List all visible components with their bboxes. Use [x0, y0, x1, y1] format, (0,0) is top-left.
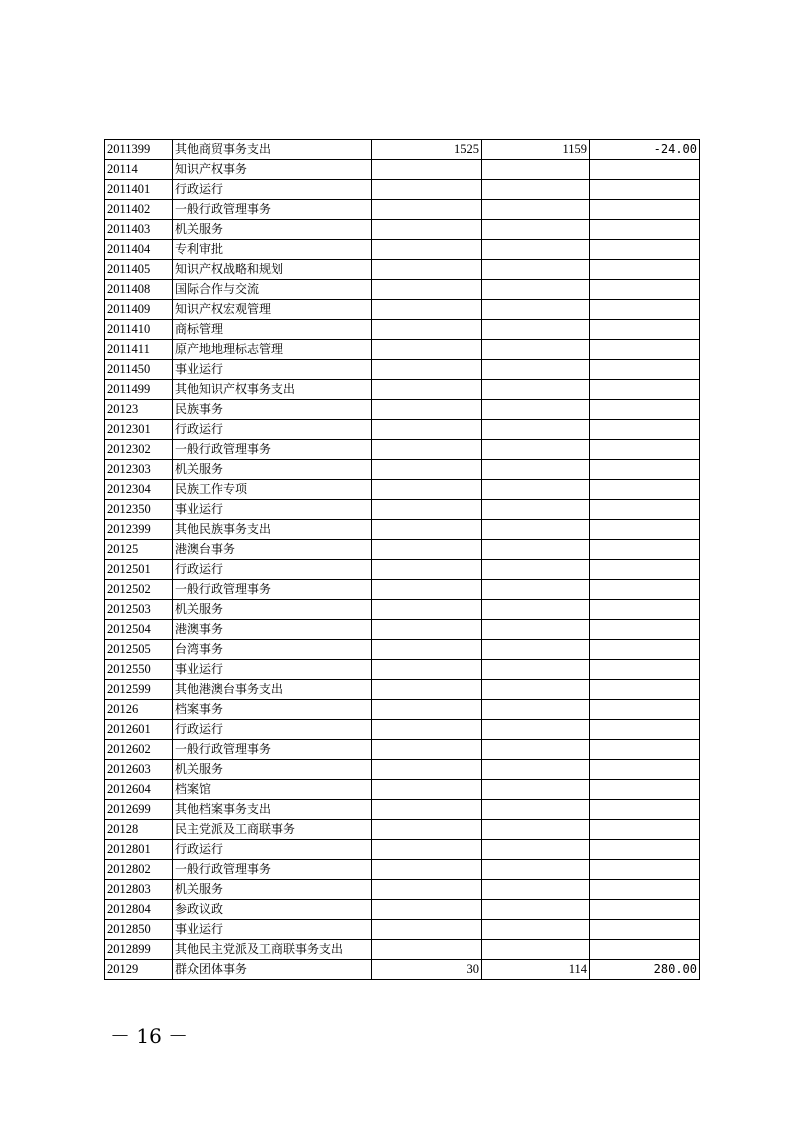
cell-value-1: [372, 760, 482, 780]
table-row: [105, 860, 700, 880]
cell-value-1: [372, 400, 482, 420]
cell-name: 事业运行: [173, 360, 372, 380]
cell-value-2: [482, 480, 590, 500]
cell-name: 群众团体事务: [173, 960, 372, 980]
table-row: [105, 840, 700, 860]
cell-value-2: [482, 240, 590, 260]
table-row: [105, 940, 700, 960]
cell-value-1: [372, 620, 482, 640]
table-row: [105, 500, 700, 520]
cell-code: 20128: [105, 820, 173, 840]
cell-value-3: [590, 180, 700, 200]
cell-value-1: [372, 540, 482, 560]
cell-value-2: [482, 160, 590, 180]
cell-value-2: [482, 660, 590, 680]
cell-code: 2012502: [105, 580, 173, 600]
cell-value-3: [590, 740, 700, 760]
cell-value-1: [372, 480, 482, 500]
table-row: [105, 220, 700, 240]
table-row: [105, 520, 700, 540]
cell-value-2: [482, 900, 590, 920]
cell-value-2: [482, 800, 590, 820]
cell-code: 2012503: [105, 600, 173, 620]
cell-value-3: [590, 940, 700, 960]
cell-code: 2011410: [105, 320, 173, 340]
budget-table: [104, 139, 700, 980]
cell-value-3: [590, 400, 700, 420]
cell-code: 2011401: [105, 180, 173, 200]
cell-value-1: [372, 520, 482, 540]
cell-value-3: [590, 160, 700, 180]
cell-value-3: [590, 320, 700, 340]
cell-value-2: [482, 820, 590, 840]
cell-code: 2012803: [105, 880, 173, 900]
cell-value-2: [482, 420, 590, 440]
cell-value-2: 114: [482, 960, 590, 980]
table-row: [105, 720, 700, 740]
cell-name: 台湾事务: [173, 640, 372, 660]
cell-code: 2012550: [105, 660, 173, 680]
cell-code: 2011404: [105, 240, 173, 260]
cell-value-2: [482, 320, 590, 340]
cell-name: 其他档案事务支出: [173, 800, 372, 820]
table-row: [105, 680, 700, 700]
table-row: [105, 880, 700, 900]
cell-value-2: [482, 460, 590, 480]
cell-value-2: [482, 840, 590, 860]
cell-value-1: [372, 500, 482, 520]
cell-code: 2012801: [105, 840, 173, 860]
cell-value-3: 280.00: [590, 960, 700, 980]
cell-name: 国际合作与交流: [173, 280, 372, 300]
table-row: [105, 780, 700, 800]
cell-value-3: [590, 580, 700, 600]
cell-value-2: 1159: [482, 140, 590, 160]
cell-value-2: [482, 200, 590, 220]
cell-value-3: [590, 280, 700, 300]
cell-name: 行政运行: [173, 180, 372, 200]
cell-name: 事业运行: [173, 500, 372, 520]
cell-name: 一般行政管理事务: [173, 860, 372, 880]
cell-code: 2012301: [105, 420, 173, 440]
cell-value-2: [482, 740, 590, 760]
cell-value-3: [590, 600, 700, 620]
cell-value-1: [372, 380, 482, 400]
cell-code: 2012505: [105, 640, 173, 660]
cell-value-2: [482, 860, 590, 880]
cell-value-3: [590, 800, 700, 820]
cell-value-2: [482, 300, 590, 320]
cell-value-3: [590, 900, 700, 920]
cell-value-1: [372, 900, 482, 920]
table-row: [105, 420, 700, 440]
cell-code: 2012304: [105, 480, 173, 500]
cell-name: 行政运行: [173, 560, 372, 580]
cell-code: 2012802: [105, 860, 173, 880]
cell-name: 其他民主党派及工商联事务支出: [173, 940, 372, 960]
cell-value-1: [372, 880, 482, 900]
cell-name: 民族工作专项: [173, 480, 372, 500]
cell-code: 2012602: [105, 740, 173, 760]
cell-value-3: [590, 500, 700, 520]
cell-value-3: [590, 620, 700, 640]
cell-code: 2012899: [105, 940, 173, 960]
cell-name: 机关服务: [173, 760, 372, 780]
cell-value-1: 30: [372, 960, 482, 980]
cell-code: 2012804: [105, 900, 173, 920]
cell-code: 2011399: [105, 140, 173, 160]
cell-value-1: [372, 840, 482, 860]
cell-value-3: [590, 380, 700, 400]
cell-value-2: [482, 400, 590, 420]
cell-value-1: 1525: [372, 140, 482, 160]
table-row: [105, 280, 700, 300]
cell-value-3: [590, 340, 700, 360]
cell-value-1: [372, 460, 482, 480]
cell-name: 知识产权战略和规划: [173, 260, 372, 280]
cell-value-1: [372, 920, 482, 940]
cell-name: 港澳台事务: [173, 540, 372, 560]
cell-value-2: [482, 500, 590, 520]
cell-value-3: [590, 260, 700, 280]
cell-value-2: [482, 540, 590, 560]
cell-code: 20125: [105, 540, 173, 560]
cell-code: 2011403: [105, 220, 173, 240]
cell-code: 2011499: [105, 380, 173, 400]
cell-code: 2011411: [105, 340, 173, 360]
cell-value-2: [482, 560, 590, 580]
cell-code: 2011409: [105, 300, 173, 320]
cell-name: 一般行政管理事务: [173, 440, 372, 460]
cell-name: 其他商贸事务支出: [173, 140, 372, 160]
cell-value-3: [590, 420, 700, 440]
cell-value-3: [590, 760, 700, 780]
cell-code: 20114: [105, 160, 173, 180]
cell-value-2: [482, 880, 590, 900]
cell-value-2: [482, 260, 590, 280]
cell-value-1: [372, 740, 482, 760]
table-row: [105, 440, 700, 460]
cell-code: 20126: [105, 700, 173, 720]
cell-name: 民主党派及工商联事务: [173, 820, 372, 840]
cell-code: 2012850: [105, 920, 173, 940]
cell-value-1: [372, 820, 482, 840]
table-row: [105, 580, 700, 600]
cell-value-2: [482, 520, 590, 540]
cell-value-1: [372, 860, 482, 880]
cell-value-3: [590, 640, 700, 660]
cell-value-3: [590, 440, 700, 460]
table-row: [105, 760, 700, 780]
table-row: [105, 240, 700, 260]
cell-value-3: [590, 920, 700, 940]
cell-value-2: [482, 620, 590, 640]
cell-value-1: [372, 560, 482, 580]
table-row: [105, 480, 700, 500]
cell-value-2: [482, 580, 590, 600]
cell-value-3: [590, 680, 700, 700]
cell-name: 事业运行: [173, 660, 372, 680]
cell-code: 2012599: [105, 680, 173, 700]
table-row: [105, 140, 700, 160]
cell-name: 专利审批: [173, 240, 372, 260]
cell-code: 2012601: [105, 720, 173, 740]
cell-name: 行政运行: [173, 420, 372, 440]
cell-value-2: [482, 600, 590, 620]
cell-name: 参政议政: [173, 900, 372, 920]
cell-code: 2012399: [105, 520, 173, 540]
table-row: [105, 300, 700, 320]
cell-name: 一般行政管理事务: [173, 200, 372, 220]
cell-value-2: [482, 920, 590, 940]
cell-name: 机关服务: [173, 600, 372, 620]
cell-code: 2012604: [105, 780, 173, 800]
cell-value-1: [372, 260, 482, 280]
cell-name: 原产地地理标志管理: [173, 340, 372, 360]
cell-value-2: [482, 700, 590, 720]
cell-value-3: [590, 480, 700, 500]
cell-name: 机关服务: [173, 220, 372, 240]
cell-value-3: [590, 520, 700, 540]
cell-value-2: [482, 680, 590, 700]
cell-value-2: [482, 940, 590, 960]
table-body: [105, 140, 700, 980]
cell-value-1: [372, 700, 482, 720]
table-row: [105, 660, 700, 680]
table-row: [105, 260, 700, 280]
cell-value-1: [372, 600, 482, 620]
cell-name: 一般行政管理事务: [173, 740, 372, 760]
cell-name: 档案事务: [173, 700, 372, 720]
page-number: － 16 －: [110, 1024, 189, 1048]
cell-value-3: [590, 540, 700, 560]
cell-value-3: [590, 200, 700, 220]
cell-name: 机关服务: [173, 880, 372, 900]
cell-name: 港澳事务: [173, 620, 372, 640]
cell-value-2: [482, 180, 590, 200]
table-row: [105, 960, 700, 980]
cell-name: 机关服务: [173, 460, 372, 480]
cell-name: 民族事务: [173, 400, 372, 420]
cell-value-1: [372, 940, 482, 960]
cell-value-2: [482, 780, 590, 800]
cell-code: 20123: [105, 400, 173, 420]
cell-name: 档案馆: [173, 780, 372, 800]
cell-value-1: [372, 160, 482, 180]
cell-value-3: [590, 360, 700, 380]
cell-value-2: [482, 440, 590, 460]
cell-value-1: [372, 180, 482, 200]
cell-code: 2012501: [105, 560, 173, 580]
cell-value-3: [590, 300, 700, 320]
cell-value-1: [372, 280, 482, 300]
cell-value-2: [482, 760, 590, 780]
cell-value-3: [590, 820, 700, 840]
table-row: [105, 560, 700, 580]
table-row: [105, 920, 700, 940]
cell-code: 2012350: [105, 500, 173, 520]
cell-value-2: [482, 720, 590, 740]
table-row: [105, 540, 700, 560]
cell-code: 2011408: [105, 280, 173, 300]
table-row: [105, 180, 700, 200]
table-row: [105, 600, 700, 620]
cell-value-1: [372, 780, 482, 800]
cell-name: 其他港澳台事务支出: [173, 680, 372, 700]
cell-value-3: -24.00: [590, 140, 700, 160]
cell-name: 行政运行: [173, 720, 372, 740]
table-row: [105, 740, 700, 760]
cell-name: 行政运行: [173, 840, 372, 860]
cell-value-3: [590, 660, 700, 680]
cell-value-1: [372, 640, 482, 660]
cell-code: 2012302: [105, 440, 173, 460]
cell-name: 其他知识产权事务支出: [173, 380, 372, 400]
table-row: [105, 700, 700, 720]
cell-value-1: [372, 660, 482, 680]
cell-code: 2011402: [105, 200, 173, 220]
table-row: [105, 820, 700, 840]
cell-value-2: [482, 380, 590, 400]
table-row: [105, 460, 700, 480]
cell-value-3: [590, 780, 700, 800]
cell-value-1: [372, 440, 482, 460]
cell-value-2: [482, 220, 590, 240]
table-row: [105, 320, 700, 340]
cell-code: 2012504: [105, 620, 173, 640]
table-row: [105, 380, 700, 400]
cell-value-1: [372, 720, 482, 740]
cell-name: 知识产权事务: [173, 160, 372, 180]
cell-value-3: [590, 860, 700, 880]
cell-code: 2012303: [105, 460, 173, 480]
cell-code: 2012699: [105, 800, 173, 820]
cell-code: 20129: [105, 960, 173, 980]
cell-value-1: [372, 320, 482, 340]
cell-value-1: [372, 300, 482, 320]
cell-value-3: [590, 720, 700, 740]
cell-value-2: [482, 340, 590, 360]
cell-value-1: [372, 240, 482, 260]
cell-value-1: [372, 340, 482, 360]
cell-value-1: [372, 220, 482, 240]
table-row: [105, 900, 700, 920]
cell-code: 2011405: [105, 260, 173, 280]
cell-value-3: [590, 220, 700, 240]
table-row: [105, 400, 700, 420]
table-row: [105, 340, 700, 360]
cell-value-1: [372, 360, 482, 380]
table-row: [105, 200, 700, 220]
cell-name: 一般行政管理事务: [173, 580, 372, 600]
cell-value-3: [590, 240, 700, 260]
cell-value-3: [590, 460, 700, 480]
cell-value-1: [372, 200, 482, 220]
cell-value-3: [590, 700, 700, 720]
cell-value-3: [590, 840, 700, 860]
cell-code: 2011450: [105, 360, 173, 380]
cell-value-3: [590, 560, 700, 580]
cell-value-1: [372, 580, 482, 600]
cell-code: 2012603: [105, 760, 173, 780]
table-row: [105, 620, 700, 640]
cell-value-1: [372, 420, 482, 440]
cell-value-1: [372, 800, 482, 820]
table-row: [105, 360, 700, 380]
table-row: [105, 800, 700, 820]
cell-name: 知识产权宏观管理: [173, 300, 372, 320]
cell-name: 商标管理: [173, 320, 372, 340]
table-row: [105, 160, 700, 180]
cell-value-2: [482, 360, 590, 380]
cell-value-2: [482, 280, 590, 300]
table-row: [105, 640, 700, 660]
cell-value-2: [482, 640, 590, 660]
cell-name: 其他民族事务支出: [173, 520, 372, 540]
cell-value-1: [372, 680, 482, 700]
cell-name: 事业运行: [173, 920, 372, 940]
cell-value-3: [590, 880, 700, 900]
